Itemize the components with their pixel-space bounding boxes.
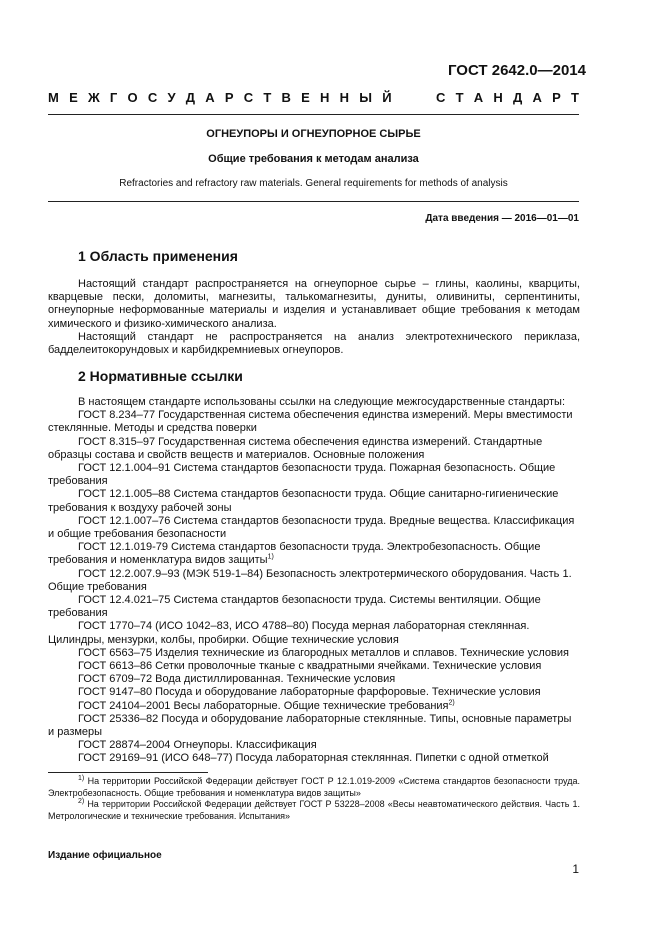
footnote-mark: 2) — [78, 798, 85, 805]
banner-letter: С — [147, 90, 158, 105]
reference-item — [48, 660, 580, 673]
banner-letter: Г — [109, 90, 118, 105]
official-edition-label: Издание официальное — [48, 850, 162, 861]
document-title: ОГНЕУПОРЫ И ОГНЕУПОРНОЕ СЫРЬЕ — [206, 128, 421, 140]
banner-letter: Е — [69, 90, 78, 105]
reference-text: ГОСТ 12.1.004–91 Система стандартов безопасности труда. Пожарная безопасность. Общие требования — [48, 462, 556, 488]
banner-letter: Н — [493, 90, 503, 105]
banner-letter: О — [127, 90, 138, 105]
footnote-text: На территории Российской Федерации действует ГОСТ Р 12.1.019-2009 «Система стандартов безопасности труда. Электробезопасность. Общие требования и номенклатура видов защиты» — [48, 776, 580, 798]
reference-text: ГОСТ 1770–74 (ИСО 1042–83, ИСО 4788–80) Посуда мерная лабораторная стеклянная. Цилиндры, мензурки, колбы, пробирки. Общие технические условия — [48, 620, 530, 646]
banner-letter: А — [205, 90, 215, 105]
reference-item — [48, 488, 580, 514]
section1-body — [48, 278, 580, 357]
footnote-mark: 1) — [78, 775, 85, 782]
page-number: 1 — [572, 862, 579, 876]
reference-item — [48, 752, 580, 765]
reference-item — [48, 739, 580, 752]
banner-letter: А — [473, 90, 484, 105]
header-divider — [48, 114, 579, 115]
section1-paragraph: Настоящий стандарт не распространяется на анализ электротехнического периклаза, бадделеитокорундовых и карбидкремниевых огнеупоров. — [48, 330, 580, 357]
english-title: Refractories and refractory raw materials. General requirements for methods of analysis — [119, 178, 508, 189]
section1-paragraph: Настоящий стандарт распространяется на огнеупорное сырье – глины, каолины, кварциты, кварцевые пески, доломиты, магнезиты, талькомагнезиты, дуниты, оливиниты, серпентиниты, огнеупорные неформованные материалы и изделия и устанавливает общие требования к методам химического и физико-химического анализа. — [48, 278, 580, 330]
footnote-text: На территории Российской Федерации действует ГОСТ Р 53228–2008 «Весы неавтоматического действия. Часть 1. Метрологические и технические требования. Испытания» — [48, 799, 580, 821]
banner-letter: Ы — [359, 90, 372, 105]
banner-word-gap — [402, 90, 426, 105]
reference-text: ГОСТ 24104–2001 Весы лабораторные. Общие технические требования — [78, 699, 449, 712]
section2-heading: 2 Нормативные ссылки — [78, 368, 243, 384]
reference-item — [48, 713, 580, 739]
reference-text: ГОСТ 12.1.019-79 Система стандартов безопасности труда. Электробезопасность. Общие требования и номенклатура видов защиты — [48, 541, 541, 567]
reference-item — [48, 700, 580, 713]
banner-letter: Р — [224, 90, 234, 105]
banner-letter: Т — [570, 90, 579, 105]
introduction-date: Дата введения — 2016—01—01 — [425, 213, 579, 224]
footnote-reference-mark: 2) — [448, 699, 455, 707]
footnote-reference-mark: 1) — [267, 553, 274, 561]
reference-item — [48, 515, 580, 541]
section2-intro: В настоящем стандарте использованы ссылки на следующие межгосударственные стандарты: — [78, 396, 566, 408]
banner-letter: М — [48, 90, 59, 105]
banner-letter: С — [243, 90, 254, 105]
reference-item — [48, 620, 580, 646]
banner-letter: Т — [455, 90, 464, 105]
reference-text: ГОСТ 28874–2004 Огнеупоры. Классификация — [78, 739, 317, 752]
reference-item — [48, 594, 580, 620]
footnote — [48, 776, 580, 799]
reference-item — [48, 436, 580, 462]
section1-heading: 1 Область применения — [78, 248, 238, 264]
banner-letter: А — [532, 90, 542, 105]
reference-text: ГОСТ 12.2.007.9–93 (МЭК 519-1–84) Безопасность электротермического оборудования. Часть 1. Общие требования — [48, 567, 572, 593]
reference-text: ГОСТ 6613–86 Сетки проволочные тканые с квадратными ячейками. Технические условия — [78, 660, 542, 673]
banner-letter: Й — [382, 90, 392, 105]
banner-letter: Ж — [87, 90, 100, 105]
banner-letter: Т — [263, 90, 272, 105]
banner-letter: У — [167, 90, 176, 105]
reference-text: ГОСТ 9147–80 Посуда и оборудование лабораторные фарфоровые. Технические условия — [78, 686, 541, 699]
reference-text: ГОСТ 6563–75 Изделия технические из благородных металлов и сплавов. Технические условия — [78, 646, 569, 659]
footnote-separator — [48, 772, 208, 773]
banner-letter: Д — [513, 90, 523, 105]
reference-item — [48, 673, 580, 686]
reference-text: ГОСТ 29169–91 (ИСО 648–77) Посуда лабораторная стеклянная. Пипетки с одной отметкой — [78, 752, 549, 765]
footnote — [48, 799, 580, 822]
reference-item — [48, 568, 580, 594]
reference-item — [48, 686, 580, 699]
banner-letter: В — [281, 90, 291, 105]
banner-letter: Е — [301, 90, 310, 105]
banner-letter: Р — [552, 90, 561, 105]
reference-item — [48, 647, 580, 660]
reference-text: ГОСТ 12.1.005–88 Система стандартов безопасности труда. Общие санитарно-гигиенические требования к воздуху рабочей зоны — [48, 488, 559, 514]
reference-text: ГОСТ 12.4.021–75 Система стандартов безопасности труда. Системы вентиляции. Общие требования — [48, 594, 541, 620]
reference-text: ГОСТ 6709–72 Вода дистиллированная. Технические условия — [78, 673, 396, 686]
reference-text: ГОСТ 12.1.007–76 Система стандартов безопасности труда. Вредные вещества. Классификация и общие требования безопасности — [48, 514, 575, 541]
reference-text: ГОСТ 25336–82 Посуда и оборудование лабораторные стеклянные. Типы, основные параметры и размеры — [48, 712, 572, 739]
reference-item — [48, 541, 580, 567]
interstate-standard-banner — [48, 90, 579, 105]
reference-text: ГОСТ 8.315–97 Государственная система обеспечения единства измерений. Стандартные образцы состава и свойств веществ и материалов. Основные положения — [48, 435, 543, 461]
standard-number: ГОСТ 2642.0—2014 — [447, 62, 586, 79]
reference-text: ГОСТ 8.234–77 Государственная система обеспечения единства измерений. Меры вместимости стеклянные. Методы и средства поверки — [48, 409, 573, 435]
document-subtitle: Общие требования к методам анализа — [208, 153, 419, 165]
reference-item — [48, 462, 580, 488]
reference-item — [48, 409, 580, 435]
section2-body — [48, 396, 580, 766]
normative-references-list — [48, 409, 580, 765]
title-divider — [48, 201, 579, 202]
banner-letter: С — [436, 90, 446, 105]
banner-letter: Н — [320, 90, 330, 105]
banner-letter: Д — [185, 90, 196, 105]
footnotes — [48, 776, 580, 822]
banner-letter: Н — [339, 90, 350, 105]
